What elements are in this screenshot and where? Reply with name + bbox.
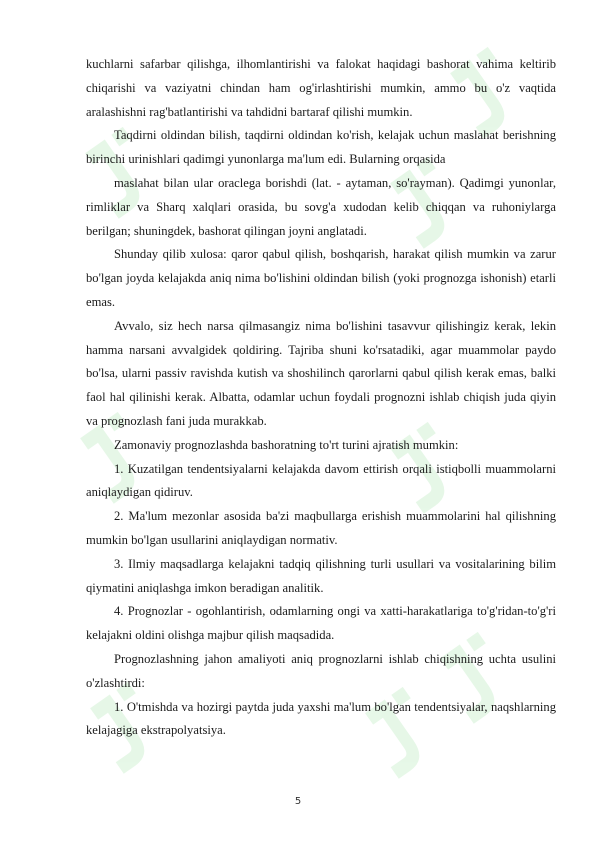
paragraph-5: Avvalo, siz hech narsa qilmasangiz nima bo'lishini tasavvur qilishingiz kerak, lekin hamma narsani avvalgidek qoldiring. Tajriba shuni ko'rsatadiki, agar muammolar paydo bo'lsa, ularni passiv ravishda kutish va shoshilinch qarorlarni qabul qilish kerak emas, balki faol hal qilinishi kerak. Albatta, odamlar uchun foydali prognozni ishlab chiqish juda qiyin va prognozlash fani juda murakkab. bbox=[86, 318, 556, 428]
list-item-4: 4. Prognozlar - ogohlantirish, odamlarning ongi va xatti-harakatlariga to'g'ridan-to'g'ri kelajakni oldini olishga majbur qilish maqsadida. bbox=[86, 604, 556, 643]
list-item-5: 1. O'tmishda va hozirgi paytda juda yaxshi ma'lum bo'lgan tendentsiyalar, naqshlarning kelajagiga ekstrapolyatsiya. bbox=[86, 699, 556, 738]
paragraph-2: Taqdirni oldindan bilish, taqdirni oldindan ko'rish, kelajak uchun maslahat berishning birinchi urinishlari qadimgi yunonlarga ma'lum edi. Bularning orqasida bbox=[86, 128, 556, 167]
document-body bbox=[86, 53, 556, 743]
paragraph-6: Zamonaviy prognozlashda bashoratning to'rt turini ajratish mumkin: bbox=[114, 437, 459, 452]
paragraph-3: maslahat bilan ular oraclega borishdi (lat. - aytaman, so'rayman). Qadimgi yunonlar, rimliklar va Sharq xalqlari orasida, bu sovg'a xudodan kelib chiqqan va ruhoniylarga berilgan; shuningdek, bashorat qilingan joyni anglatadi. bbox=[86, 175, 556, 238]
list-item-2: 2. Ma'lum mezonlar asosida ba'zi maqbullarga erishish muammolarini hal qilishning mumkin bo'lgan usullarini aniqlaydigan normativ. bbox=[86, 509, 556, 547]
paragraph-4: Shunday qilib xulosa: qaror qabul qilish, boshqarish, harakat qilish mumkin va zarur bo'lgan joyda kelajakda aniq nima bo'lishini oldindan bilish (yoki prognozga ishonish) etarli emas. bbox=[86, 247, 556, 309]
list-item-1: 1. Kuzatilgan tendentsiyalarni kelajakda davom ettirish orqali istiqbolli muammolarni aniqlaydigan qidiruv. bbox=[86, 461, 556, 500]
paragraph-7: Prognozlashning jahon amaliyoti aniq prognozlarni ishlab chiqishning uchta usulini o'zlashtirdi: bbox=[86, 651, 556, 690]
page-number: 5 bbox=[294, 796, 302, 807]
list-item-3: 3. Ilmiy maqsadlarga kelajakni tadqiq qilishning turli usullari va vositalarining bilim qiymatini aniqlashga imkon beradigan analitik. bbox=[86, 556, 556, 595]
paragraph-1: kuchlarni safarbar qilishga, ilhomlantirishi va falokat haqidagi bashorat vahima keltirib chiqarishi va vaziyatni chindan ham og'irlashtirishi mumkin, ammo bu o'z vaqtida aralashishni rag'batlantirishi va tahdidni bartaraf qilishi mumkin. bbox=[86, 57, 556, 119]
